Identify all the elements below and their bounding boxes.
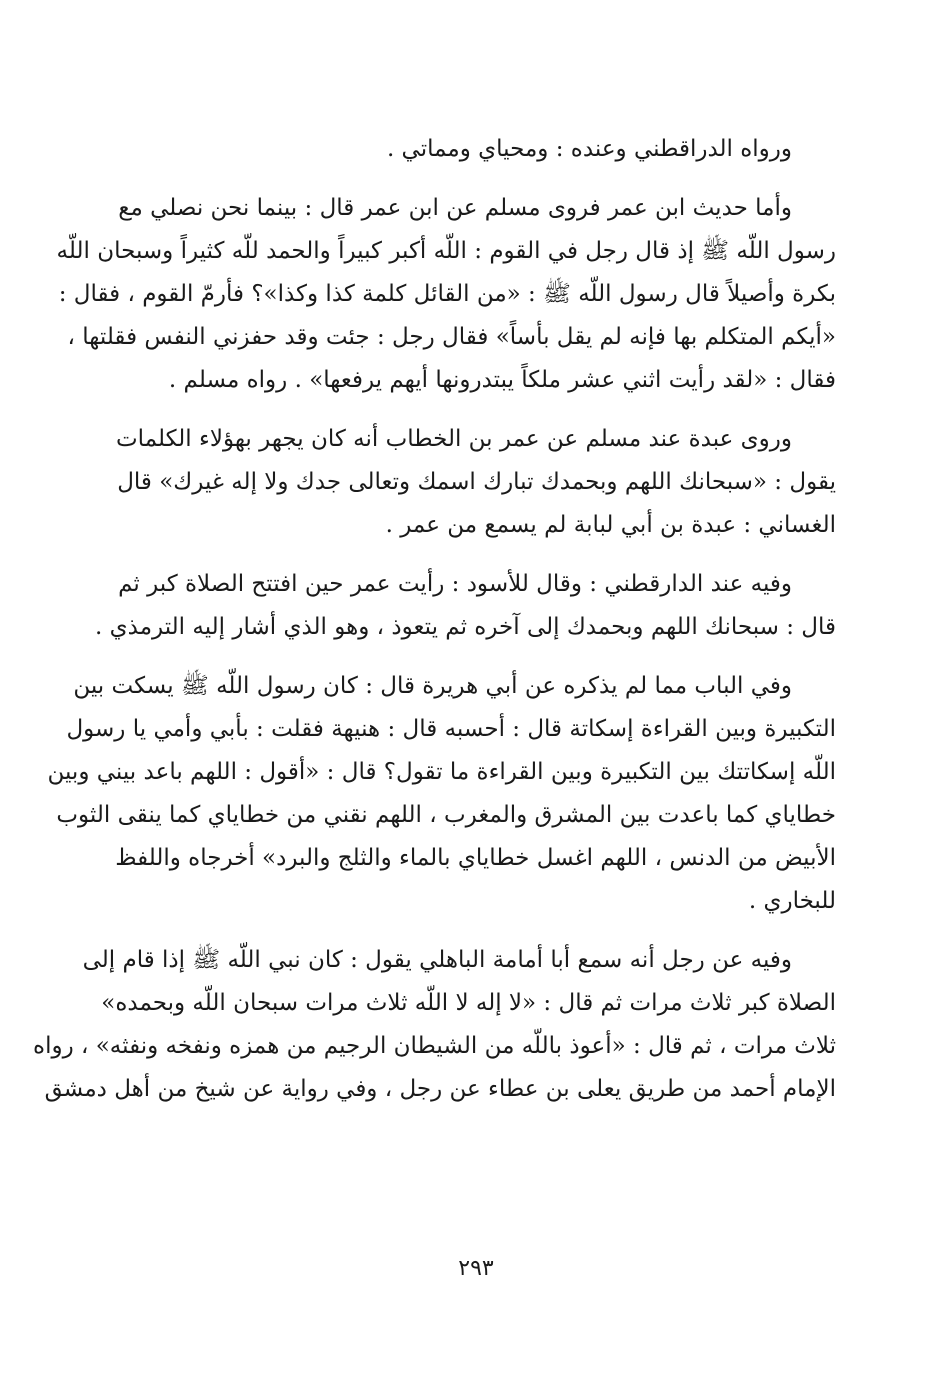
text-line: فقال : «لقد رأيت اثني عشر ملكاً يبتدرونها أيهم يرفعها» . رواه مسلم . [168,367,836,393]
text-line: وروى عبدة عند مسلم عن عمر بن الخطاب أنه كان يجهر بهؤلاء الكلمات [116,426,792,452]
text-line: ثلاث مرات ، ثم قال : «أعوذ باللّه من الشيطان الرجيم من همزه ونفخه ونفثه» ، رواه [33,1033,836,1059]
text-line: «أيكم المتكلم بها فإنه لم يقل بأساً» فقال رجل : جئت وقد حفزني النفس فقلتها ، [67,324,836,350]
text-line: وفي الباب مما لم يذكره عن أبي هريرة قال : كان رسول اللّه ﷺ يسكت بين [73,673,792,699]
paragraph-5 [47,665,836,923]
text-line: الإمام أحمد من طريق يعلى بن عطاء عن رجل ، وفي رواية عن شيخ من أهل دمشق [44,1076,836,1102]
text-line: الأبيض من الدنس ، اللهم اغسل خطاياي بالماء والثلج والبرد» أخرجاه واللفظ [115,845,836,871]
text-line: اللّه إسكاتتك بين التكبيرة وبين القراءة ما تقول؟ قال : «أقول : اللهم باعد بيني وبين [47,759,836,785]
text-line: قال : سبحانك اللهم وبحمدك إلى آخره ثم يتعوذ ، وهو الذي أشار إليه الترمذي . [95,614,836,640]
text-line: التكبيرة وبين القراءة إسكاتة قال : أحسبه قال : هنيهة فقلت : بأبي وأمي يا رسول [66,716,836,742]
text-line: ورواه الدراقطني وعنده : ومحياي ومماتي . [386,136,792,162]
paragraph-3 [116,418,836,547]
text-line: وفيه عن رجل أنه سمع أبا أمامة الباهلي يقول : كان نبي اللّه ﷺ إذا قام إلى [82,947,792,973]
text-line: رسول اللّه ﷺ إذ قال رجل في القوم : اللّه أكبر كبيراً والحمد للّه كثيراً وسبحان اللّه [56,238,836,264]
text-line: الصلاة كبر ثلاث مرات ثم قال : «لا إله لا اللّه ثلاث مرات سبحان اللّه وبحمده» [101,990,836,1016]
body-text [33,128,836,1127]
text-line: يقول : «سبحانك اللهم وبحمدك تبارك اسمك وتعالى جدك ولا إله غيرك» قال [117,469,836,495]
text-line: للبخاري . [748,888,836,914]
paragraph-2 [56,187,836,402]
paragraph-6 [33,939,836,1111]
text-line: وفيه عند الدارقطني : وقال للأسود : رأيت عمر حين افتتح الصلاة كبر ثم [118,571,792,597]
paragraph-4 [95,563,836,649]
page-number: ٢٩٣ [458,1256,494,1281]
text-line: الغساني : عبدة بن أبي لبابة لم يسمع من عمر . [385,512,836,538]
paragraph-1 [120,128,836,171]
text-line: خطاياي كما باعدت بين المشرق والمغرب ، اللهم نقني من خطاياي كما ينقى الثوب [56,802,836,828]
text-line: بكرة وأصيلاً قال رسول اللّه ﷺ : «من القائل كلمة كذا وكذا»؟ فأرمّ القوم ، فقال : [58,281,836,307]
text-line: وأما حديث ابن عمر فروى مسلم عن ابن عمر قال : بينما نحن نصلي مع [118,195,792,221]
